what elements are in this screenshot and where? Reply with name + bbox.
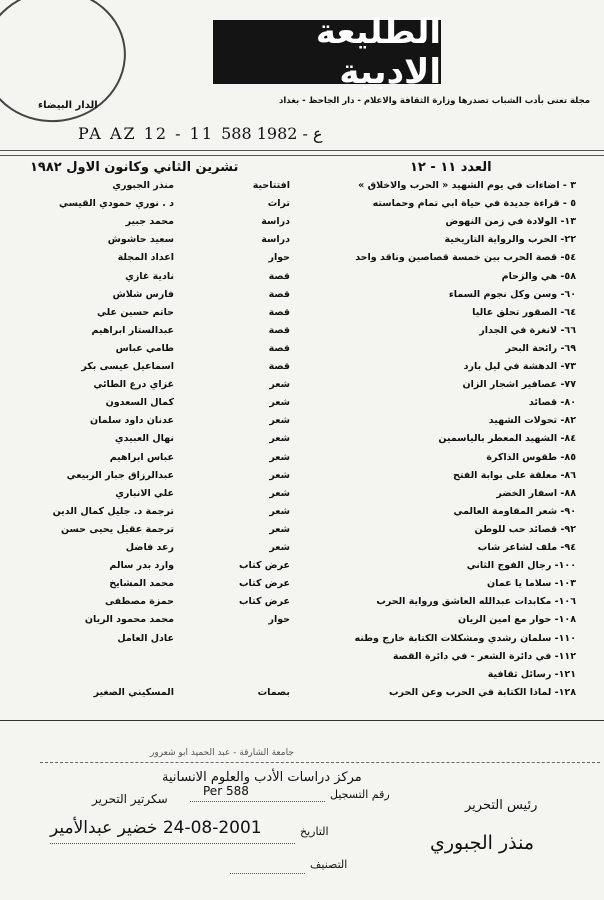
toc-author: محمد جبير	[125, 216, 174, 228]
registration-value: Per 588	[203, 784, 249, 798]
toc-row	[0, 289, 604, 306]
toc-author: عادل العامل	[117, 632, 174, 644]
toc-genre: حوار	[268, 252, 290, 264]
toc-title: ١٠٨- حوار مع امين الريان	[457, 614, 576, 626]
toc-author: فارس شلاش	[112, 288, 174, 300]
registration-label: رقم التسجيل	[330, 788, 390, 801]
toc-author: عباس ابراهيم	[109, 451, 174, 463]
issue-date: تشرين الثاني وكانون الاول ١٩٨٢	[30, 160, 239, 175]
toc-row	[0, 180, 604, 197]
toc-author: عدنان داود سلمان	[89, 415, 174, 427]
date-value: 24-08-2001 خضير عبدالأمير	[50, 818, 262, 838]
handwritten-catalog-note: PA AZ 12 - 11 ع - 1982 588	[78, 124, 323, 143]
toc-row	[0, 379, 604, 396]
toc-genre: قصة	[268, 361, 290, 372]
toc-genre: شعر	[269, 433, 290, 445]
toc-title: ٥٨- هي والزحام	[501, 270, 576, 282]
toc-row	[0, 470, 604, 487]
toc-title: ١٠٦- مكابدات عبدالله العاشق ورواية الحرب	[376, 596, 576, 608]
toc-genre: دراسة	[261, 234, 290, 246]
magazine-subtitle: مجلة تعنى بأدب الشباب تصدرها وزارة الثقافة والاعلام - دار الجاحظ - بغداد	[279, 96, 590, 106]
toc-row	[0, 560, 604, 577]
toc-genre: شعر	[269, 397, 290, 409]
toc-title: ١٢١- رسائل ثقافية	[487, 668, 576, 680]
toc-row	[0, 397, 604, 414]
toc-genre: حوار	[268, 614, 290, 626]
toc-title: ٧٧- عصافير اشجار الزان	[462, 379, 576, 391]
toc-title: ١٠٣- سلاما يا عمان	[487, 578, 576, 590]
toc-title: ٦٠- وسن وكل نجوم السماء	[448, 288, 576, 300]
toc-title: ٢٢- الحرب والرواية التاريخية	[444, 234, 576, 246]
toc-title: ١١٢- في دائرة الشعر - في دائرة القصة	[392, 650, 576, 662]
toc-title: ٦٤- الصقور تحلق عاليا	[472, 306, 576, 318]
toc-author: منذر الجبوري	[112, 180, 174, 191]
toc-row	[0, 542, 604, 559]
toc-genre: بصمات	[257, 686, 290, 698]
toc-author: محمد محمود الريان	[84, 614, 174, 626]
toc-title: ٦٩- رائحة البحر	[505, 342, 576, 354]
toc-author: حاتم حسين علي	[97, 306, 174, 318]
toc-title: ٨٤- الشهيد المعطر بالياسمين	[438, 433, 576, 445]
toc-row	[0, 596, 604, 613]
toc-author: عبدالستار ابراهيم	[91, 324, 174, 336]
toc-genre: شعر	[269, 523, 290, 535]
toc-author: حمزة مصطفى	[105, 596, 174, 608]
toc-title: ٧٣- الدهشة في ليل بارد	[463, 361, 576, 372]
toc-row	[0, 415, 604, 432]
toc-row	[0, 651, 604, 668]
toc-genre: شعر	[269, 469, 290, 481]
toc-genre: عرض كتاب	[238, 596, 290, 608]
toc-author: عبدالرزاق جبار الربيعي	[66, 469, 174, 481]
toc-author: غزاي درع الطائي	[93, 379, 174, 391]
category-label: التصنيف	[310, 858, 348, 871]
toc-row	[0, 488, 604, 505]
category-line	[230, 872, 305, 874]
toc-row	[0, 252, 604, 269]
toc-author: طامي عباس	[115, 342, 174, 354]
toc-genre: قصة	[268, 324, 290, 336]
toc-author: علي الانباري	[115, 487, 174, 499]
form-institution: مركز دراسات الأدب والعلوم الانسانية	[162, 770, 362, 785]
toc-genre: شعر	[269, 505, 290, 517]
toc-row	[0, 307, 604, 324]
toc-title: ١٢٨- لماذا الكتابة في الحرب وعن الحرب	[389, 686, 576, 698]
toc-title: ١٠٠- رجال الفوج الثاني	[466, 560, 576, 572]
toc-genre: شعر	[269, 487, 290, 499]
issue-number: العدد ١١ - ١٢	[410, 160, 492, 175]
toc-author: ترجمة عقيل يحيى حسن	[60, 523, 174, 535]
magazine-logo: الطليعة الادبية	[213, 20, 441, 84]
toc-row	[0, 633, 604, 650]
toc-title: ٩٢- قصائد حب للوطن	[474, 523, 576, 535]
date-line	[50, 842, 295, 844]
toc-genre: قصة	[268, 342, 290, 354]
toc-genre: شعر	[269, 415, 290, 427]
toc-row	[0, 271, 604, 288]
toc-genre: افتتاحية	[252, 180, 290, 191]
toc-genre: قصة	[268, 306, 290, 318]
toc-row	[0, 687, 604, 704]
toc-genre: عرض كتاب	[238, 578, 290, 590]
toc-genre: تراث	[267, 198, 290, 210]
toc-title: ٨٦- معلقة على بوابة الفتح	[453, 469, 576, 481]
editor-signature: منذر الجبوري	[430, 832, 535, 854]
toc-title: ٨٨- اسفار الخضر	[496, 487, 576, 499]
toc-title: ٣ - اضاءات في يوم الشهيد « الحرب والاخلاق »	[358, 180, 576, 191]
toc-row	[0, 325, 604, 342]
toc-row	[0, 433, 604, 450]
header-rule-secondary	[0, 155, 604, 156]
toc-author: ترجمة د. جليل كمال الدين	[52, 505, 174, 517]
toc-genre: شعر	[269, 451, 290, 463]
toc-author: د . نوري حمودي القيسي	[59, 198, 174, 210]
toc-row	[0, 452, 604, 469]
toc-title: ٨٥- طقوس الذاكرة	[486, 451, 576, 463]
toc-author: اسماعيل عيسى بكر	[81, 361, 174, 372]
header-rule	[0, 150, 604, 151]
toc-row	[0, 669, 604, 686]
toc-row	[0, 614, 604, 631]
toc-row	[0, 506, 604, 523]
toc-title: ٦٦- لانغرة في الجدار	[479, 324, 576, 336]
date-label: التاريخ	[300, 825, 329, 838]
toc-genre: دراسة	[261, 216, 290, 228]
toc-title: ٥ - قراءة جديدة في حياة ابي تمام وحماسته	[372, 198, 576, 210]
editor-label: رئيس التحرير	[465, 798, 538, 813]
toc-title: ١١٠- سلمان رشدي ومشكلات الكتابة خارج وطنه	[354, 632, 576, 644]
toc-genre: شعر	[269, 542, 290, 553]
secretary-label: سكرتير التحرير	[92, 792, 168, 806]
toc-author: وارد بدر سالم	[109, 560, 174, 572]
library-stamp-circle	[0, 0, 134, 131]
toc-author: نادية غازي	[125, 270, 174, 282]
registration-line	[190, 800, 325, 802]
toc-author: كمال السعدون	[105, 397, 174, 409]
toc-author: نهال العبيدي	[114, 433, 174, 445]
toc-title: ١٣- الولادة في زمن النهوض	[445, 216, 576, 228]
library-stamp-text: الدار البيضاء	[38, 100, 98, 111]
toc-title: ٨٢- تحولات الشهيد	[488, 415, 576, 427]
toc-row	[0, 198, 604, 215]
toc-genre: شعر	[269, 379, 290, 391]
toc-row	[0, 234, 604, 251]
toc-author: المسكيني الصغير	[93, 686, 174, 698]
toc-row	[0, 578, 604, 595]
toc-row	[0, 343, 604, 360]
toc-genre: قصة	[268, 288, 290, 300]
toc-row	[0, 361, 604, 378]
toc-author: محمد المشايخ	[109, 578, 174, 590]
toc-title: ٩٤- ملف لشاعر شاب	[477, 542, 576, 553]
toc-title: ٨٠- قصائد	[528, 397, 576, 409]
form-header-note: جامعة الشارقة - عبد الحميد ابو شعرور	[150, 748, 294, 758]
toc-title: ٥٤- قصة الحرب بين خمسة قصاصين وناقد واحد	[355, 252, 576, 264]
toc-genre: قصة	[268, 270, 290, 282]
toc-author: سعيد حاشوش	[107, 234, 174, 246]
toc-author: اعداد المجلة	[117, 252, 174, 264]
toc-title: ٩٠- شعر المقاومة العالمي	[453, 505, 576, 517]
toc-bottom-rule	[0, 720, 604, 721]
toc-row	[0, 524, 604, 541]
toc-genre: عرض كتاب	[238, 560, 290, 572]
toc-row	[0, 216, 604, 233]
toc-author: رعد فاضل	[125, 542, 174, 553]
